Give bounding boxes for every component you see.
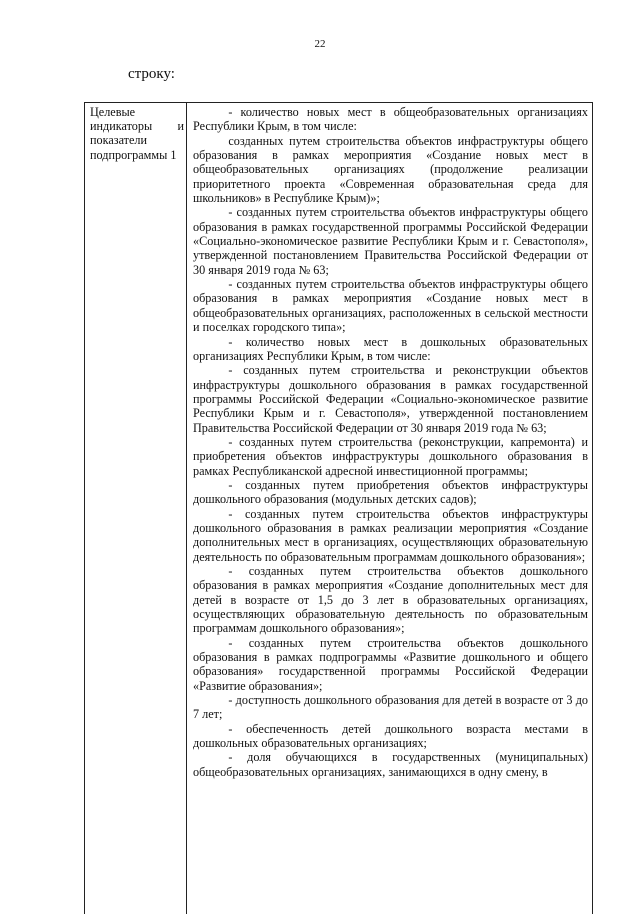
page-number: 22 <box>314 38 326 50</box>
indicator-item: - созданных путем строительства объектов инфраструктуры общего образования в рамках мероприятия «Создание новых мест в общеобразовательных организациях, расположенных в сельской местности и поселках городского типа»; <box>193 277 588 335</box>
intro-text: строку: <box>128 66 175 82</box>
indicators-table <box>84 102 593 914</box>
label-line: подпрограммы 1 <box>90 147 177 162</box>
indicator-item: - количество новых мест в дошкольных образовательных организациях Республики Крым, в том числе: <box>193 334 588 363</box>
indicator-item: - созданных путем строительства объектов дошкольного образования в рамках мероприятия «Создание дополнительных мест для детей в возрасте от 1,5 до 3 лет в образовательных организациях, осуществляющих образовательную деятельность по образовательным программам дошкольного образования»; <box>193 564 588 636</box>
label-line: показатели <box>90 133 148 148</box>
label-line: Целевые <box>90 105 136 119</box>
indicator-item: - количество новых мест в общеобразовательных организациях Республики Крым, в том числе: <box>193 105 588 134</box>
indicator-item: - обеспеченность детей дошкольного возраста местами в дошкольных образовательных организациях; <box>193 721 588 751</box>
indicator-item: созданных путем строительства объектов инфраструктуры общего образования в рамках мероприятия «Создание новых мест в общеобразовательных организациях (продолжение реализации приоритетного проекта «Современная образовательная среда для школьников» в Республике Крым)»; <box>193 133 588 206</box>
indicator-item: - созданных путем строительства (реконструкции, капремонта) и приобретения объектов инфраструктуры дошкольного образования в рамках Республиканской адресной инвестиционной программы; <box>193 434 588 478</box>
label-line: индикаторы и <box>90 119 184 134</box>
table-label-cell <box>85 103 187 914</box>
indicator-item: - созданных путем строительства и реконструкции объектов инфраструктуры дошкольного образования в рамках государственной программы Российской Федерации «Социально-экономическое развитие Республики Крым и г. Севастополя», утвержденной постановлением Правительства Российской Федерации от 30 января 2019 года № 63; <box>193 363 588 435</box>
indicator-item: - доля обучающихся в государственных (муниципальных) общеобразовательных организациях, занимающихся в одну смену, в <box>193 750 588 779</box>
indicator-item: - созданных путем строительства объектов инфраструктуры общего образования в рамках государственной программы Российской Федерации «Социально-экономическое развитие Республики Крым и г. Севастополя», утвержденной постановлением Правительства Российской Федерации от 30 января 2019 года № 63; <box>193 205 588 277</box>
table-content-cell <box>187 103 592 914</box>
indicator-item: - доступность дошкольного образования для детей в возрасте от 3 до 7 лет; <box>193 693 588 722</box>
indicator-item: - созданных путем строительства объектов инфраструктуры дошкольного образования в рамках реализации мероприятия «Создание дополнительных мест в организациях, осуществляющих образовательную деятельность по образовательным программам дошкольного образования»; <box>193 506 588 564</box>
indicator-item: - созданных путем приобретения объектов инфраструктуры дошкольного образования (модульных детских садов); <box>193 477 588 507</box>
indicator-item: - созданных путем строительства объектов дошкольного образования в рамках подпрограммы «Развитие дошкольного и общего образования» государственной программы Российской Федерации «Развитие образования»; <box>193 635 588 693</box>
